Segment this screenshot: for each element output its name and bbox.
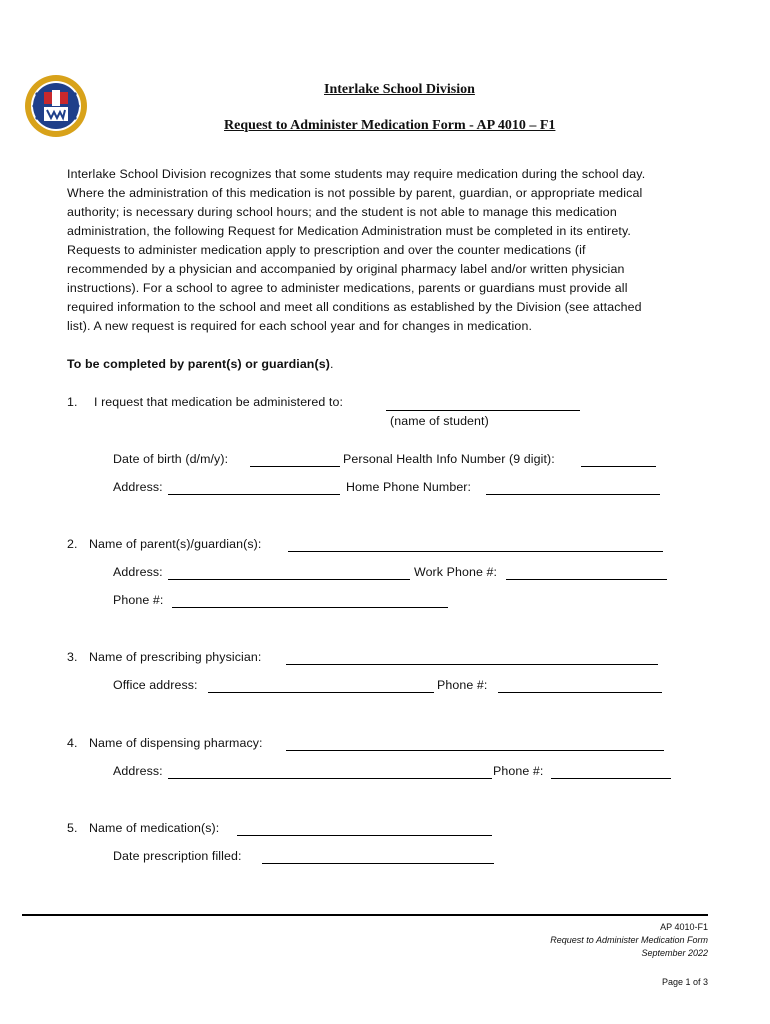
intro-line: list). A new request is required for each school year and for changes in medication. (67, 319, 533, 333)
home-phone-field[interactable] (486, 494, 660, 495)
intro-line: instructions). For a school to agree to administer medications, parents or guardians must provide all (67, 281, 628, 295)
parent-phone-label: Phone #: (113, 593, 164, 607)
parent-address-field[interactable] (168, 579, 410, 580)
footer-code: AP 4010-F1 (660, 922, 708, 932)
date-filled-field[interactable] (262, 863, 494, 864)
phin-field[interactable] (581, 466, 656, 467)
intro-line: authority; is necessary during school hours; and the student is not able to manage this medication (67, 205, 617, 219)
footer-date: September 2022 (641, 948, 708, 958)
dob-field[interactable] (250, 466, 340, 467)
q2-number: 2. (67, 537, 78, 551)
q2-label: Name of parent(s)/guardian(s): (89, 537, 262, 551)
student-address-label: Address: (113, 480, 163, 494)
school-division-logo (24, 74, 88, 138)
home-phone-label: Home Phone Number: (346, 480, 472, 494)
intro-line: recommended by a physician and accompanied by original pharmacy label and/or written physician (67, 262, 625, 276)
parent-name-field[interactable] (288, 551, 663, 552)
pharmacy-address-label: Address: (113, 764, 163, 778)
date-filled-label: Date prescription filled: (113, 849, 242, 863)
office-address-field[interactable] (208, 692, 434, 693)
parent-phone-field[interactable] (172, 607, 448, 608)
q5-number: 5. (67, 821, 78, 835)
division-title: Interlake School Division (324, 82, 475, 97)
q1-number: 1. (67, 395, 78, 409)
intro-paragraph (67, 165, 707, 336)
footer-form-name: Request to Administer Medication Form (550, 935, 708, 945)
student-address-field[interactable] (168, 494, 340, 495)
phin-label: Personal Health Info Number (9 digit): (343, 452, 555, 466)
pharmacy-name-field[interactable] (286, 750, 664, 751)
section-heading-period: . (329, 357, 334, 371)
q5-label: Name of medication(s): (89, 821, 220, 835)
medication-name-field[interactable] (237, 835, 492, 836)
pharmacy-address-field[interactable] (168, 778, 492, 779)
q1-label: I request that medication be administered to: (94, 395, 344, 409)
intro-line: required information to the school and meet all conditions as established by the Division (see attached (67, 300, 642, 314)
section-heading (67, 357, 333, 371)
dob-label: Date of birth (d/m/y): (113, 452, 229, 466)
q3-label: Name of prescribing physician: (89, 650, 262, 664)
pharmacy-phone-field[interactable] (551, 778, 671, 779)
intro-line: Interlake School Division recognizes that some students may require medication during the school day. (67, 167, 646, 181)
q4-number: 4. (67, 736, 78, 750)
office-address-label: Office address: (113, 678, 198, 692)
intro-line: Where the administration of this medication is not possible by parent, guardian, or appropriate medical (67, 186, 643, 200)
q4-label: Name of dispensing pharmacy: (89, 736, 263, 750)
q3-number: 3. (67, 650, 78, 664)
physician-phone-field[interactable] (498, 692, 662, 693)
parent-address-label: Address: (113, 565, 163, 579)
physician-name-field[interactable] (286, 664, 658, 665)
footer-rule (22, 914, 708, 916)
section-heading-text: To be completed by parent(s) or guardian(s) (67, 357, 330, 371)
pharmacy-phone-label: Phone #: (493, 764, 544, 778)
page-number: Page 1 of 3 (661, 977, 708, 987)
physician-phone-label: Phone #: (437, 678, 488, 692)
work-phone-label: Work Phone #: (414, 565, 498, 579)
form-title: Request to Administer Medication Form - AP 4010 – F1 (224, 118, 556, 133)
work-phone-field[interactable] (506, 579, 667, 580)
student-name-caption: (name of student) (390, 414, 489, 428)
intro-line: administration, the following Request for Medication Administration must be completed in its entirety. (67, 224, 631, 238)
student-name-field[interactable] (386, 410, 580, 411)
intro-line: Requests to administer medication apply to prescription and over the counter medications (if (67, 243, 586, 257)
